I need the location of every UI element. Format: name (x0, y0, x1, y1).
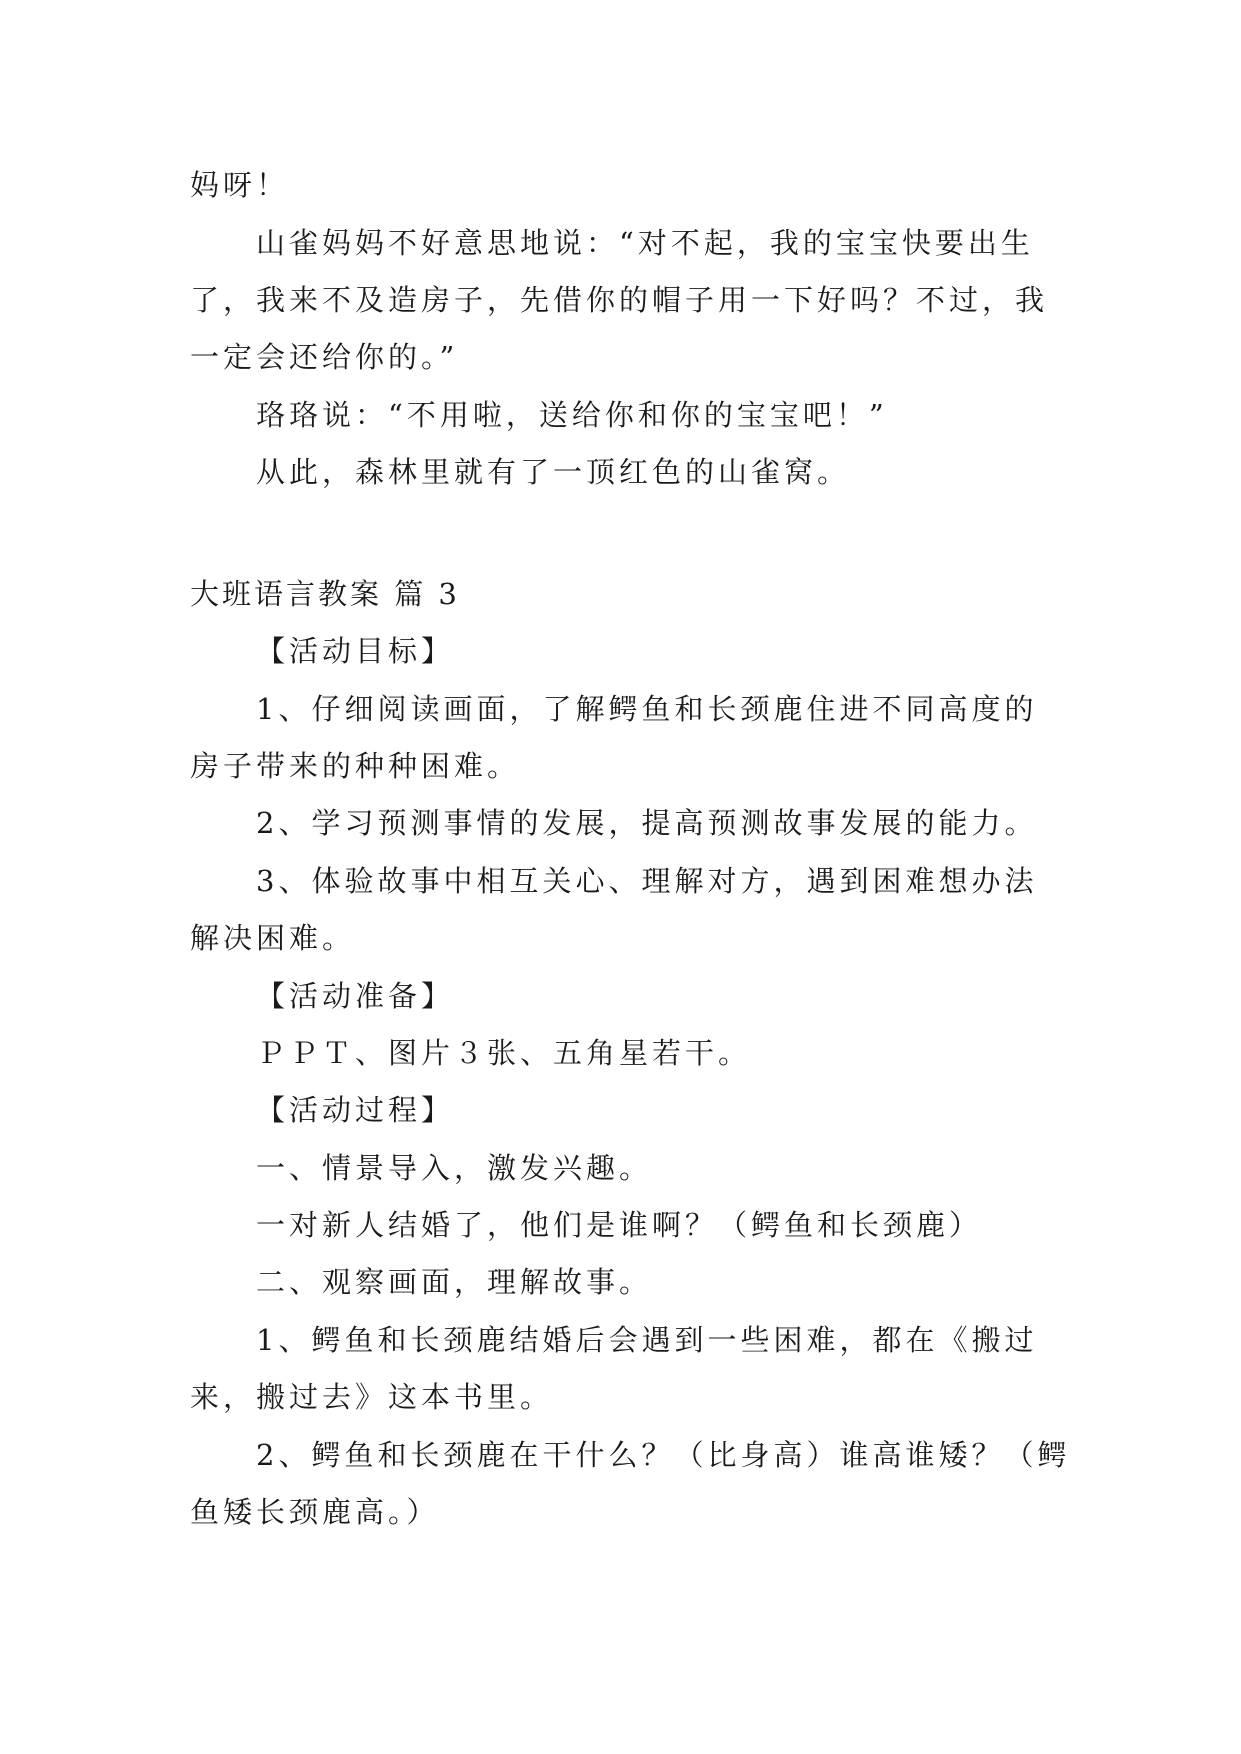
paragraph-line: 二、观察画面，理解故事。 (256, 1265, 653, 1299)
paragraph-line: 1、仔细阅读画面，了解鳄鱼和长颈鹿住进不同高度的 (256, 692, 1038, 726)
paragraph-line: 来，搬过去》这本书里。 (190, 1380, 554, 1414)
paragraph-line: 房子带来的种种困难。 (190, 749, 521, 783)
paragraph-line: 妈呀！ (190, 168, 290, 202)
paragraph-line: 一对新人结婚了，他们是谁啊？（鳄鱼和长颈鹿） (256, 1208, 983, 1242)
paragraph-line: ＰＰＴ、图片３张、五角星若干。 (256, 1036, 752, 1070)
paragraph-line: 一定会还给你的。” (190, 340, 459, 374)
paragraph-line: 鱼矮长颈鹿高。） (190, 1495, 440, 1529)
subsection-heading: 【活动过程】 (256, 1093, 455, 1127)
paragraph-line: 珞珞说：“不用啦，送给你和你的宝宝吧！” (256, 398, 888, 432)
section-heading: 大班语言教案 篇 3 (190, 577, 460, 611)
paragraph-line: 1、鳄鱼和长颈鹿结婚后会遇到一些困难，都在《搬过 (256, 1323, 1038, 1357)
subsection-heading: 【活动准备】 (256, 979, 455, 1013)
paragraph-line: 山雀妈妈不好意思地说：“对不起，我的宝宝快要出生 (256, 226, 1034, 260)
paragraph-line: 一、情景导入，激发兴趣。 (256, 1151, 653, 1185)
paragraph-line: 2、学习预测事情的发展，提高预测故事发展的能力。 (256, 806, 1038, 840)
paragraph-line: 了，我来不及造房子，先借你的帽子用一下好吗？不过，我 (190, 283, 1049, 317)
paragraph-line: 2、鳄鱼和长颈鹿在干什么？（比身高）谁高谁矮？（鳄 (256, 1438, 1071, 1472)
paragraph-line: 从此，森林里就有了一顶红色的山雀窝。 (256, 455, 851, 489)
paragraph-line: 3、体验故事中相互关心、理解对方，遇到困难想办法 (256, 864, 1038, 898)
subsection-heading: 【活动目标】 (256, 634, 455, 668)
paragraph-line: 解决困难。 (190, 921, 356, 955)
